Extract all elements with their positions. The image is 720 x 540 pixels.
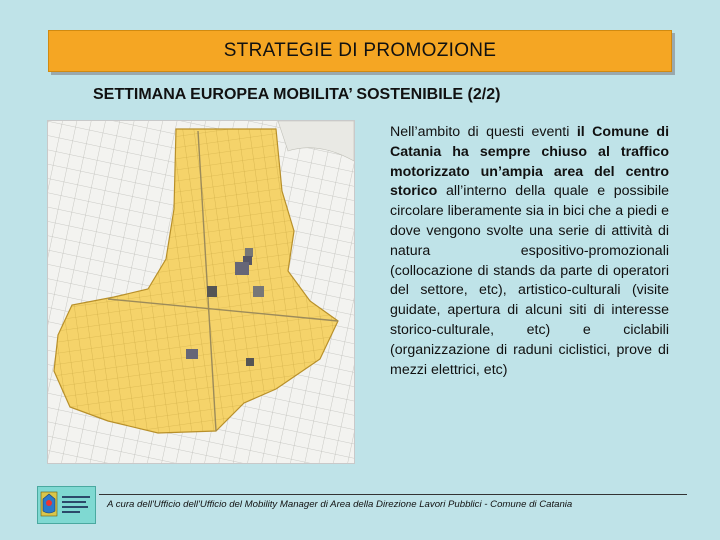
mobility-manager-logo xyxy=(37,486,96,524)
footer-credit: A cura dell'Ufficio dell'Ufficio del Mobility Manager di Area della Direzione Lavori Pubblici - Comune di Catania xyxy=(107,499,573,510)
description-rest: all’interno della quale e possibile circolare liberamente sia in bici che a piedi e dove vengono svolte una serie di attività di natura espositivo-promozionali (collocazione di stands da parte di operatori del settore, etc), artistico-culturali (visite guidate, apertura di alcuni siti di interesse storico-culturale, etc) e ciclabili (organizzazione di raduni ciclistici, prove di mezzi elettrici, etc) xyxy=(390,183,669,378)
description-highlight: il Comune di Catania ha sempre chiuso al traffico motorizzato un’ampia area del centro storico xyxy=(390,124,670,200)
description-intro: Nell’ambito di questi eventi xyxy=(390,124,577,140)
description-paragraph xyxy=(390,123,669,380)
footer-divider xyxy=(99,494,687,495)
map-graphic xyxy=(48,121,354,463)
title-bar xyxy=(48,30,672,72)
page-subtitle: SETTIMANA EUROPEA MOBILITA’ SOSTENIBILE (2/2) xyxy=(93,86,501,103)
catania-city-map xyxy=(47,120,355,464)
page-title: STRATEGIE DI PROMOZIONE xyxy=(223,40,497,61)
logo-graphic xyxy=(38,487,95,523)
